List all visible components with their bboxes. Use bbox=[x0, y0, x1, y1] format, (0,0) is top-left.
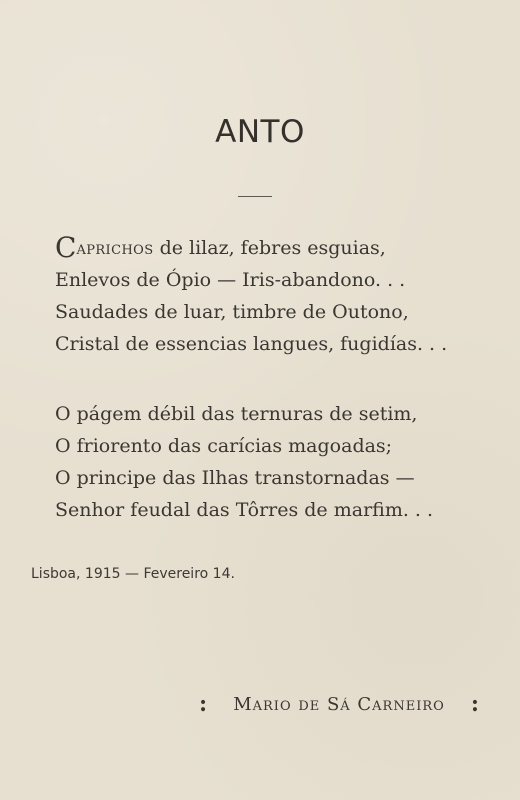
stanza-one-line-two: Enlevos de Ópio — Iris-abandono. . . bbox=[55, 269, 406, 291]
stanza-two bbox=[55, 398, 485, 526]
drop-cap: C bbox=[55, 231, 77, 264]
stanza-one-line-three: Saudades de luar, timbre de Outono, bbox=[55, 301, 409, 323]
stanza-two-line-three: O principe das Ilhas transtornadas — bbox=[55, 467, 415, 489]
title-divider bbox=[238, 196, 272, 197]
stanza-two-line-four: Senhor feudal das Tôrres de marfim. . . bbox=[55, 499, 434, 521]
stanza-two-line-one: O págem débil das ternuras de setim, bbox=[55, 403, 418, 425]
stanza-one-line-one bbox=[55, 232, 485, 264]
poem-title: ANTO bbox=[215, 114, 305, 150]
poem-date: Lisboa, 1915 — Fevereiro 14. bbox=[31, 566, 235, 582]
author-name: Mario de Sá Carneiro bbox=[233, 693, 445, 715]
line-one-rest: de lilaz, febres esguias, bbox=[153, 237, 386, 259]
first-word-smallcaps: aprichos bbox=[76, 237, 154, 259]
signature-right-mark: : bbox=[470, 691, 479, 717]
stanza-two-line-two: O friorento das carícias magoadas; bbox=[55, 435, 393, 457]
signature-left-mark: : bbox=[199, 691, 208, 717]
stanza-one bbox=[55, 232, 485, 360]
stanza-one-line-four: Cristal de essencias langues, fugidías. . . bbox=[55, 333, 448, 355]
author-signature bbox=[199, 690, 479, 718]
